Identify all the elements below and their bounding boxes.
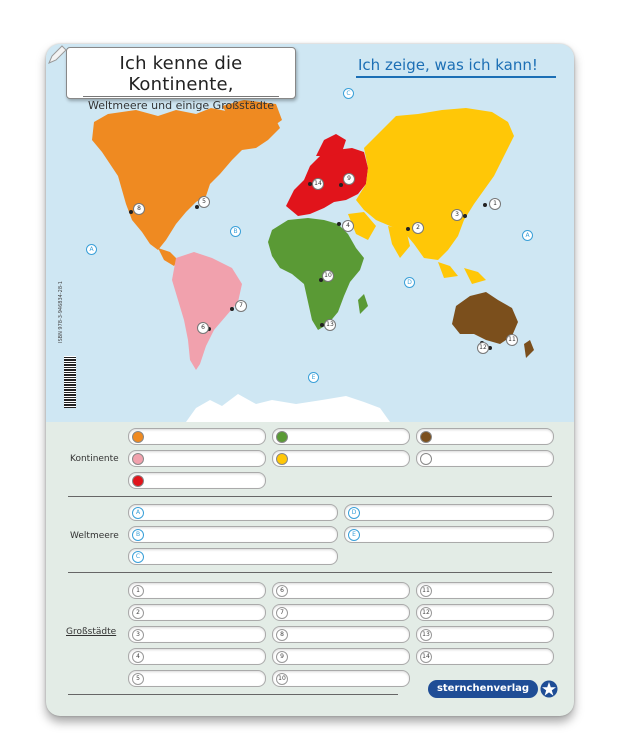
color-dot: [132, 431, 144, 443]
city-dot: [337, 222, 341, 226]
color-dot: [276, 453, 288, 465]
color-dot: [420, 453, 432, 465]
section-divider: [68, 496, 552, 497]
ocean-marker-b: B: [230, 226, 241, 237]
continent-asia: [356, 108, 514, 260]
city-marker-3: 3: [451, 209, 463, 221]
city-marker-8: 8: [133, 203, 145, 215]
new-zealand: [524, 340, 534, 358]
ocean-field-e[interactable]: [344, 526, 554, 543]
city-field-8[interactable]: [272, 626, 410, 643]
city-number: 5: [132, 673, 144, 685]
city-number: 10: [276, 673, 288, 685]
city-number: 1: [132, 585, 144, 597]
city-field-7[interactable]: [272, 604, 410, 621]
pencil-icon: [46, 44, 68, 66]
city-marker-6: 6: [197, 322, 209, 334]
city-field-13[interactable]: [416, 626, 554, 643]
city-number: 13: [420, 629, 432, 641]
city-number: 7: [276, 607, 288, 619]
section-label-kontinente: Kontinente: [70, 454, 119, 464]
city-field-1[interactable]: [128, 582, 266, 599]
city-field-9[interactable]: [272, 648, 410, 665]
city-marker-1: 1: [489, 198, 501, 210]
ocean-label: E: [348, 529, 360, 541]
city-field-11[interactable]: [416, 582, 554, 599]
continent-field-3[interactable]: [416, 428, 554, 445]
section-label-weltmeere: Weltmeere: [70, 531, 119, 541]
city-number: 4: [132, 651, 144, 663]
continent-south-america: [172, 252, 242, 370]
continent-antarctica: [186, 394, 390, 422]
continent-central-america: [158, 248, 178, 266]
city-number: 14: [420, 651, 432, 663]
ocean-marker-a-east: A: [522, 230, 533, 241]
ocean-marker-a: A: [86, 244, 97, 255]
color-dot: [132, 475, 144, 487]
city-field-4[interactable]: [128, 648, 266, 665]
city-number: 2: [132, 607, 144, 619]
city-number: 8: [276, 629, 288, 641]
city-dot: [463, 214, 467, 218]
city-marker-14: 14: [312, 178, 324, 190]
ocean-field-a[interactable]: [128, 504, 338, 521]
city-dot: [339, 183, 343, 187]
section-divider: [68, 572, 552, 573]
continent-field-7[interactable]: [128, 472, 266, 489]
worksheet-board: [46, 44, 574, 716]
title-underline: [83, 96, 279, 97]
world-map: [46, 44, 574, 422]
city-marker-5: 5: [198, 196, 210, 208]
continent-africa: [268, 218, 364, 330]
continent-field-6[interactable]: [416, 450, 554, 467]
city-marker-2: 2: [412, 222, 424, 234]
city-number: 11: [420, 585, 432, 597]
section-divider: [68, 694, 398, 695]
city-dot: [483, 203, 487, 207]
madagascar: [358, 294, 368, 314]
ocean-field-c[interactable]: [128, 548, 338, 565]
page-title: Ich kenne die Kontinente,: [119, 53, 243, 95]
city-field-6[interactable]: [272, 582, 410, 599]
ocean-label: D: [348, 507, 360, 519]
city-field-2[interactable]: [128, 604, 266, 621]
color-dot: [420, 431, 432, 443]
ocean-marker-d: D: [404, 277, 415, 288]
continent-europe: [286, 148, 368, 216]
city-field-10[interactable]: [272, 670, 410, 687]
ocean-marker-c: C: [343, 88, 354, 99]
city-marker-13: 13: [324, 319, 336, 331]
city-dot: [230, 307, 234, 311]
ocean-label: B: [132, 529, 144, 541]
page-subtitle: Weltmeere und einige Großstädte: [88, 99, 274, 112]
ocean-field-d[interactable]: [344, 504, 554, 521]
title-box: [66, 47, 296, 112]
ocean-field-b[interactable]: [128, 526, 338, 543]
color-dot: [276, 431, 288, 443]
barcode: [64, 356, 76, 408]
city-number: 9: [276, 651, 288, 663]
city-field-14[interactable]: [416, 648, 554, 665]
city-field-3[interactable]: [128, 626, 266, 643]
publisher-logo: sternchenverlag: [428, 680, 538, 698]
continent-field-4[interactable]: [128, 450, 266, 467]
city-number: 3: [132, 629, 144, 641]
city-marker-11: 11: [506, 334, 518, 346]
section-label-grossstaedte: Großstädte: [66, 627, 117, 637]
city-field-5[interactable]: [128, 670, 266, 687]
tagline-underline: [356, 76, 556, 78]
city-number: 6: [276, 585, 288, 597]
city-dot: [406, 227, 410, 231]
ocean-marker-e: E: [308, 372, 319, 383]
se-asia-islands: [438, 262, 486, 284]
ocean-label: A: [132, 507, 144, 519]
city-marker-12: 12: [477, 342, 489, 354]
city-marker-4: 4: [342, 220, 354, 232]
ocean-label: C: [132, 551, 144, 563]
continent-field-2[interactable]: [272, 428, 410, 445]
city-marker-9: 9: [343, 173, 355, 185]
city-marker-10: 10: [322, 270, 334, 282]
continent-field-1[interactable]: [128, 428, 266, 445]
color-dot: [132, 453, 144, 465]
city-field-12[interactable]: [416, 604, 554, 621]
city-number: 12: [420, 607, 432, 619]
city-marker-7: 7: [235, 300, 247, 312]
isbn-text: ISBN 978-3-946834-28-1: [57, 281, 64, 343]
star-icon: [540, 680, 558, 698]
tagline: Ich zeige, was ich kann!: [358, 56, 538, 74]
continent-field-5[interactable]: [272, 450, 410, 467]
